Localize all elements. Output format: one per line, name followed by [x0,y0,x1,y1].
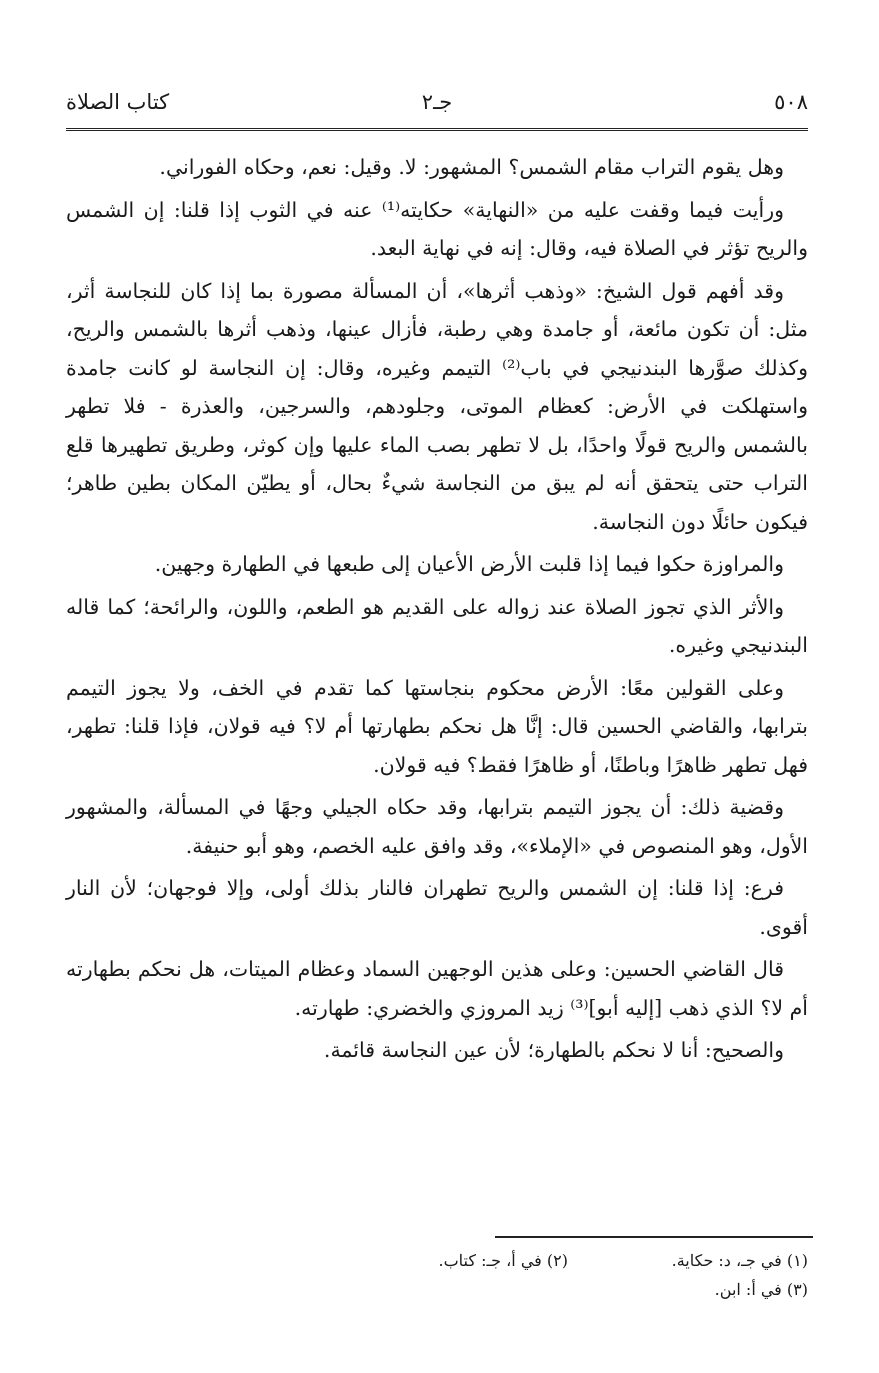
footnote: (١) في جـ، د: حكاية. [671,1251,808,1270]
book-title: كتاب الصلاة [66,90,170,114]
running-header [66,90,808,124]
paragraph: ورأيت فيما وقفت عليه من «النهاية» حكايته⁽¹⁾ عنه في الثوب إذا قلنا: إن الشمس والريح تؤثر في الصلاة فيه، وقال: إنه في نهاية البعد. [66,197,808,260]
footnote-rule [495,1236,813,1238]
paragraph: وهل يقوم التراب مقام الشمس؟ المشهور: لا. وقيل: نعم، وحكاه الفوراني. [159,155,784,179]
footnote: (٢) في أ، جـ: كتاب. [438,1251,568,1270]
footnotes [66,1246,808,1304]
paragraph: فرع: إذا قلنا: إن الشمس والريح تطهران فالنار بذلك أولى، وإلا فوجهان؛ لأن النار أقوى. [66,876,808,939]
paragraph: والمراوزة حكوا فيما إذا قلبت الأرض الأعيان إلى طبعها في الطهارة وجهين. [154,552,784,576]
paragraph: والأثر الذي تجوز الصلاة عند زواله على القديم هو الطعم، واللون، والرائحة؛ كما قاله البندنيجي وغيره. [66,594,808,657]
main-text [66,148,808,1198]
volume-label: جـ٢ [421,90,453,114]
paragraph: وقضية ذلك: أن يجوز التيمم بترابها، وقد حكاه الجيلي وجهًا في المسألة، والمشهور الأول، وهو المنصوص في «الإملاء»، وقد وافق عليه الخصم، وهو أبو حنيفة. [66,795,808,858]
header-rule [66,128,808,131]
paragraph: قال القاضي الحسين: وعلى هذين الوجهين السماد وعظام الميتات، هل نحكم بطهارته أم لا؟ الذي ذهب [إليه أبو]⁽³⁾ زيد المروزي والخضري: طهارته. [66,957,808,1020]
paragraph: وقد أفهم قول الشيخ: «وذهب أثرها»، أن المسألة مصورة بما إذا كان للنجاسة أثر، مثل: أن تكون مائعة، أو جامدة وهي رطبة، فأزال عينها، وذهب أثرها بالشمس والريح، وكذلك صوَّرها البندنيجي في باب⁽²⁾ التيمم وغيره، وقال: إن النجاسة لو كانت جامدة واستهلكت في الأرض: كعظام الموتى، وجلودهم، والسرجين، والعذرة - فلا تطهر بالشمس والريح قولًا واحدًا، بل لا تطهر بصب الماء عليها وإن كوثر، وطريق تطهيرها قلع التراب حتى يتحقق أنه لم يبق من النجاسة شيءٌ بحال، أو يطيّن المكان بطين طاهر؛ فيكون حائلًا دون النجاسة. [66,278,808,534]
paragraph: وعلى القولين معًا: الأرض محكوم بنجاستها كما تقدم في الخف، ولا يجوز التيمم بترابها، والقاضي الحسين قال: إنَّا هل نحكم بطهارتها أم لا؟ فيه قولان، فإذا قلنا: تطهر، فهل تطهر ظاهرًا وباطنًا، أو ظاهرًا فقط؟ فيه قولان. [66,675,808,777]
paragraph: والصحيح: أنا لا نحكم بالطهارة؛ لأن عين النجاسة قائمة. [323,1038,784,1062]
footnote: (٣) في أ: ابن. [714,1280,808,1299]
page-number: ٥٠٨ [774,90,808,114]
